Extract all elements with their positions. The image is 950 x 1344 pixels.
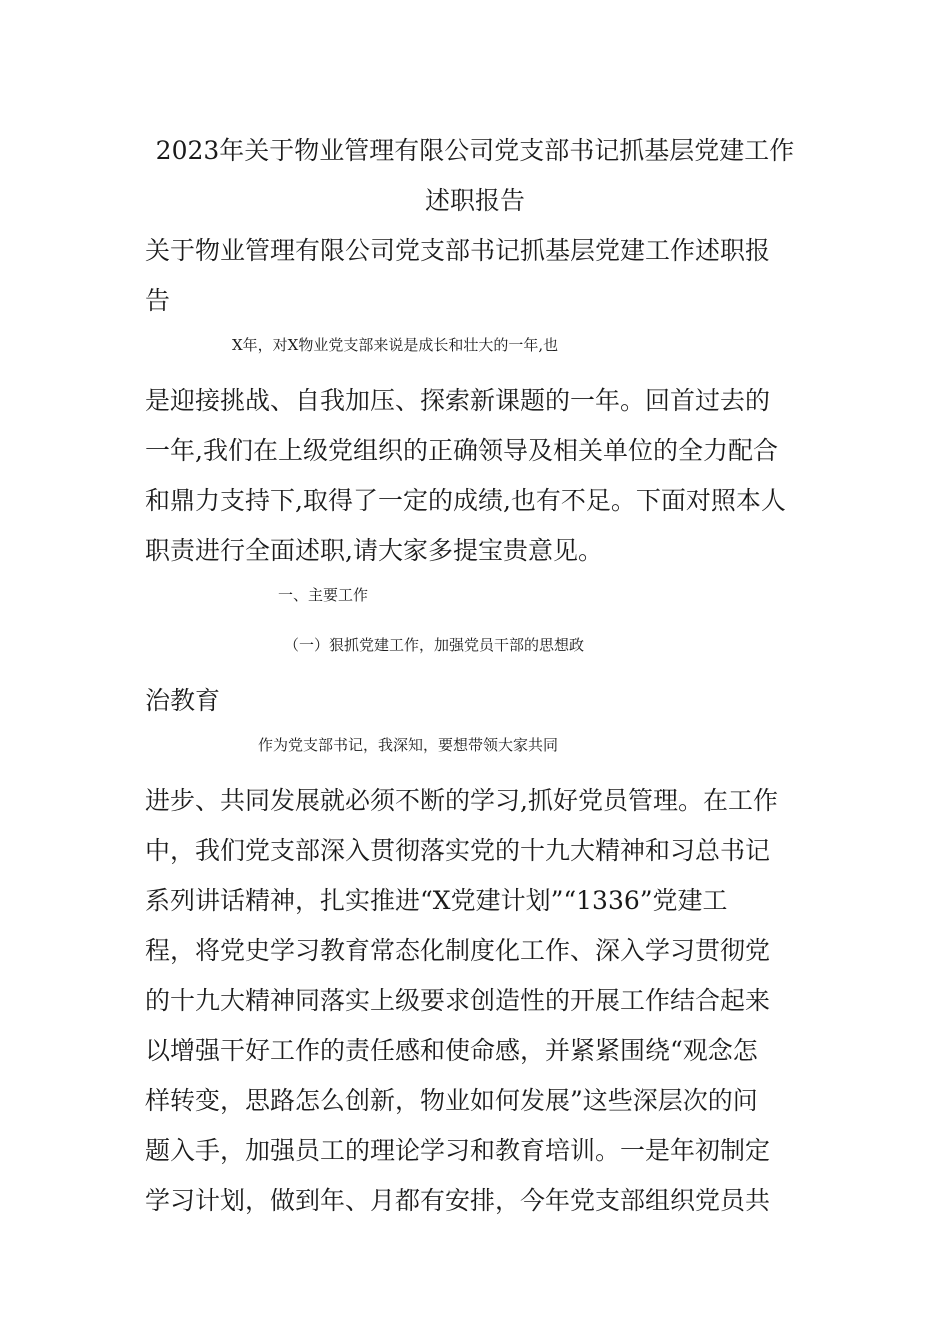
- body-line: 的十九大精神同落实上级要求创造性的开展工作结合起来: [145, 986, 771, 1015]
- body-line: 学习计划，做到年、月都有安排，今年党支部组织党员共: [145, 1186, 771, 1215]
- body-line: 中，我们党支部深入贯彻落实党的十九大精神和习总书记: [145, 836, 771, 865]
- body-line: 样转变，思路怎么创新，物业如何发展”这些深层次的问: [145, 1086, 758, 1115]
- body-line: 是迎接挑战、自我加压、探索新课题的一年。回首过去的: [145, 386, 771, 415]
- section-heading: 一、主要工作: [278, 586, 369, 604]
- body-line: 题入手，加强员工的理论学习和教育培训。一是年初制定: [145, 1136, 771, 1165]
- subsection-heading: （一）狠抓党建工作，加强党员干部的思想政: [284, 636, 585, 654]
- body-line: 系列讲话精神，扎实推进“X党建计划”“1336”党建工: [145, 886, 728, 915]
- body-line: 关于物业管理有限公司党支部书记抓基层党建工作述职报: [145, 236, 771, 265]
- body-line: X年，对X物业党支部来说是成长和壮大的一年,也: [232, 336, 559, 354]
- body-line: 作为党支部书记，我深知，要想带领大家共同: [258, 736, 559, 754]
- body-line: 以增强干好工作的责任感和使命感，并紧紧围绕“观念怎: [145, 1036, 758, 1065]
- body-line: 一年,我们在上级党组织的正确领导及相关单位的全力配合: [145, 436, 778, 465]
- body-line: 进步、共同发展就必须不断的学习,抓好党员管理。在工作: [145, 786, 778, 815]
- document-title-line-1: 2023年关于物业管理有限公司党支部书记抓基层党建工作: [155, 136, 795, 165]
- subsection-heading-continued: 治教育: [145, 686, 221, 715]
- document-title-line-2: 述职报告: [424, 186, 525, 215]
- body-line: 职责进行全面述职,请大家多提宝贵意见。: [145, 536, 603, 565]
- body-line: 告: [145, 286, 171, 315]
- body-line: 和鼎力支持下,取得了一定的成绩,也有不足。下面对照本人: [145, 486, 786, 515]
- body-line: 程，将党史学习教育常态化制度化工作、深入学习贯彻党: [145, 936, 771, 965]
